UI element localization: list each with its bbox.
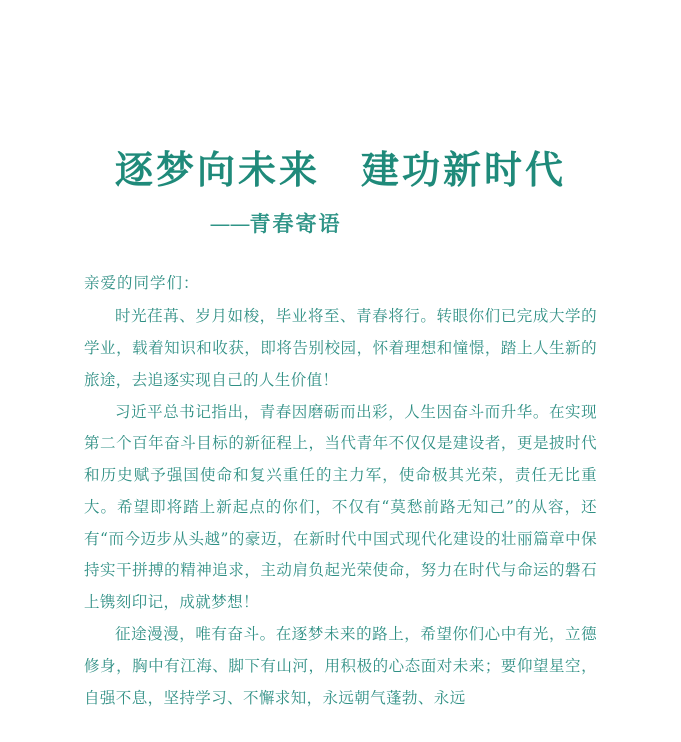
page-title: 逐梦向未来 建功新时代 — [114, 148, 566, 192]
body-paragraph: 习近平总书记指出，青春因磨砺而出彩，人生因奋斗而升华。在实现第二个百年奋斗目标的新征程上，当代青年不仅仅是建设者，更是披时代和历史赋予强国使命和复兴重任的主力军，使命极其光荣，责任无比重大。希望即将踏上新起点的你们，不仅有“莫愁前路无知己”的从容，还有“而今迈步从头越”的豪迈，在新时代中国式现代化建设的壮丽篇章中保持实干拼搏的精神追求，主动肩负起光荣使命，努力在时代与命运的磐石上镌刻印记，成就梦想！ — [84, 402, 597, 612]
letter-body — [84, 268, 597, 715]
body-paragraph: 时光荏苒、岁月如梭，毕业将至、青春将行。转眼你们已完成大学的学业，载着知识和收获，即将告别校园，怀着理想和憧憬，踏上人生新的旅途，去追逐实现自己的人生价值！ — [84, 307, 597, 389]
subtitle-text: 青春寄语 — [249, 211, 342, 236]
subtitle — [210, 208, 342, 238]
salutation: 亲爱的同学们： — [84, 273, 200, 292]
subtitle-row — [0, 208, 681, 238]
subtitle-dash: —— — [209, 211, 250, 236]
body-paragraph: 征途漫漫，唯有奋斗。在逐梦未来的路上，希望你们心中有光，立德修身，胸中有江海、脚下有山河，用积极的心态面对未来；要仰望星空，自强不息，坚持学习、不懈求知，永远朝气蓬勃、永远 — [84, 625, 597, 707]
title-block — [0, 0, 681, 238]
